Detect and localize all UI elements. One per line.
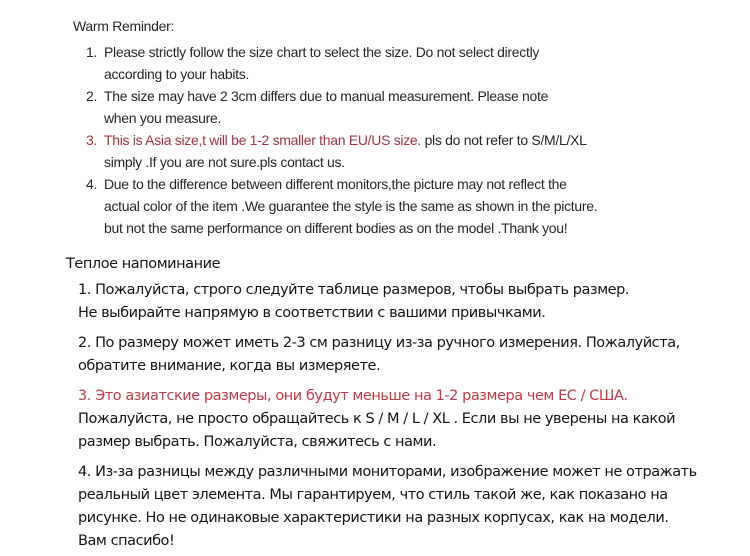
russian-list-item-3 <box>78 385 750 454</box>
english-reminder-section <box>0 0 750 239</box>
text-line: according to your habits. <box>104 66 250 82</box>
english-title: Warm Reminder: <box>73 18 175 34</box>
item-text <box>104 129 587 173</box>
text-line: 2. По размеру может иметь 2-3 см разницу из-за ручного измерения. Пожалуйста, <box>78 335 680 351</box>
red-highlight-text: 3. Это азиатские размеры, они будут меньше на 1-2 размера чем ЕС / США. <box>78 388 628 404</box>
text-line: Due to the difference between different monitors,the picture may not reflect the <box>104 176 567 192</box>
text-line: обратите внимание, когда вы измеряете. <box>78 358 381 374</box>
text-line: Please strictly follow the size chart to select the size. Do not select directly <box>104 44 540 60</box>
english-list-item-1 <box>86 41 750 85</box>
text-line: Не выбирайте напрямую в соответствии с вашими привычками. <box>78 305 546 321</box>
text-line: The size may have 2 3cm differs due to manual measurement. Please note <box>104 88 549 104</box>
text-line: when you measure. <box>104 110 222 126</box>
text-line: размер выбрать. Пожалуйста, свяжитесь с нами. <box>78 434 437 450</box>
russian-list-item-1 <box>78 279 750 325</box>
item-number: 2. <box>86 88 98 104</box>
russian-list-item-2 <box>78 332 750 378</box>
text-line: рисунке. Но не одинаковые характеристики на разных корпусах, как на модели. <box>78 510 669 526</box>
item-text <box>104 85 548 129</box>
item-number: 1. <box>86 44 98 60</box>
text-line: 4. Из-за разницы между различными мониторами, изображение может не отражать <box>78 464 697 480</box>
english-list-item-3 <box>86 129 750 173</box>
english-list-item-4 <box>86 173 750 239</box>
text-line <box>104 129 587 151</box>
item-text <box>104 173 597 239</box>
text-line: simply .If you are not sure.pls contact us. <box>104 154 345 170</box>
item-text <box>104 41 539 85</box>
russian-reminder-section <box>0 239 750 553</box>
text-line: реальный цвет элемента. Мы гарантируем, что стиль такой же, как показано на <box>78 487 668 503</box>
english-list-item-2 <box>86 85 750 129</box>
item-number: 3. <box>86 132 98 148</box>
item-number: 4. <box>86 176 98 192</box>
text-line: Вам спасибо! <box>78 533 175 549</box>
text-line: actual color of the item .We guarantee the style is the same as shown in the picture. <box>104 198 598 214</box>
text-line: but not the same performance on different bodies as on the model .Thank you! <box>104 220 568 236</box>
text-line: 1. Пожалуйста, строго следуйте таблице размеров, чтобы выбрать размер. <box>78 282 630 298</box>
red-highlight-text: This is Asia size,t will be 1-2 smaller than EU/US size. <box>104 132 421 148</box>
text-segment: pls do not refer to S/M/L/XL <box>420 132 587 148</box>
text-line: Пожалуйста, не просто обращайтесь к S / M / L / XL . Если вы не уверены на какой <box>78 411 676 427</box>
russian-list-item-4 <box>78 461 750 553</box>
russian-title: Теплое напоминание <box>66 256 221 272</box>
